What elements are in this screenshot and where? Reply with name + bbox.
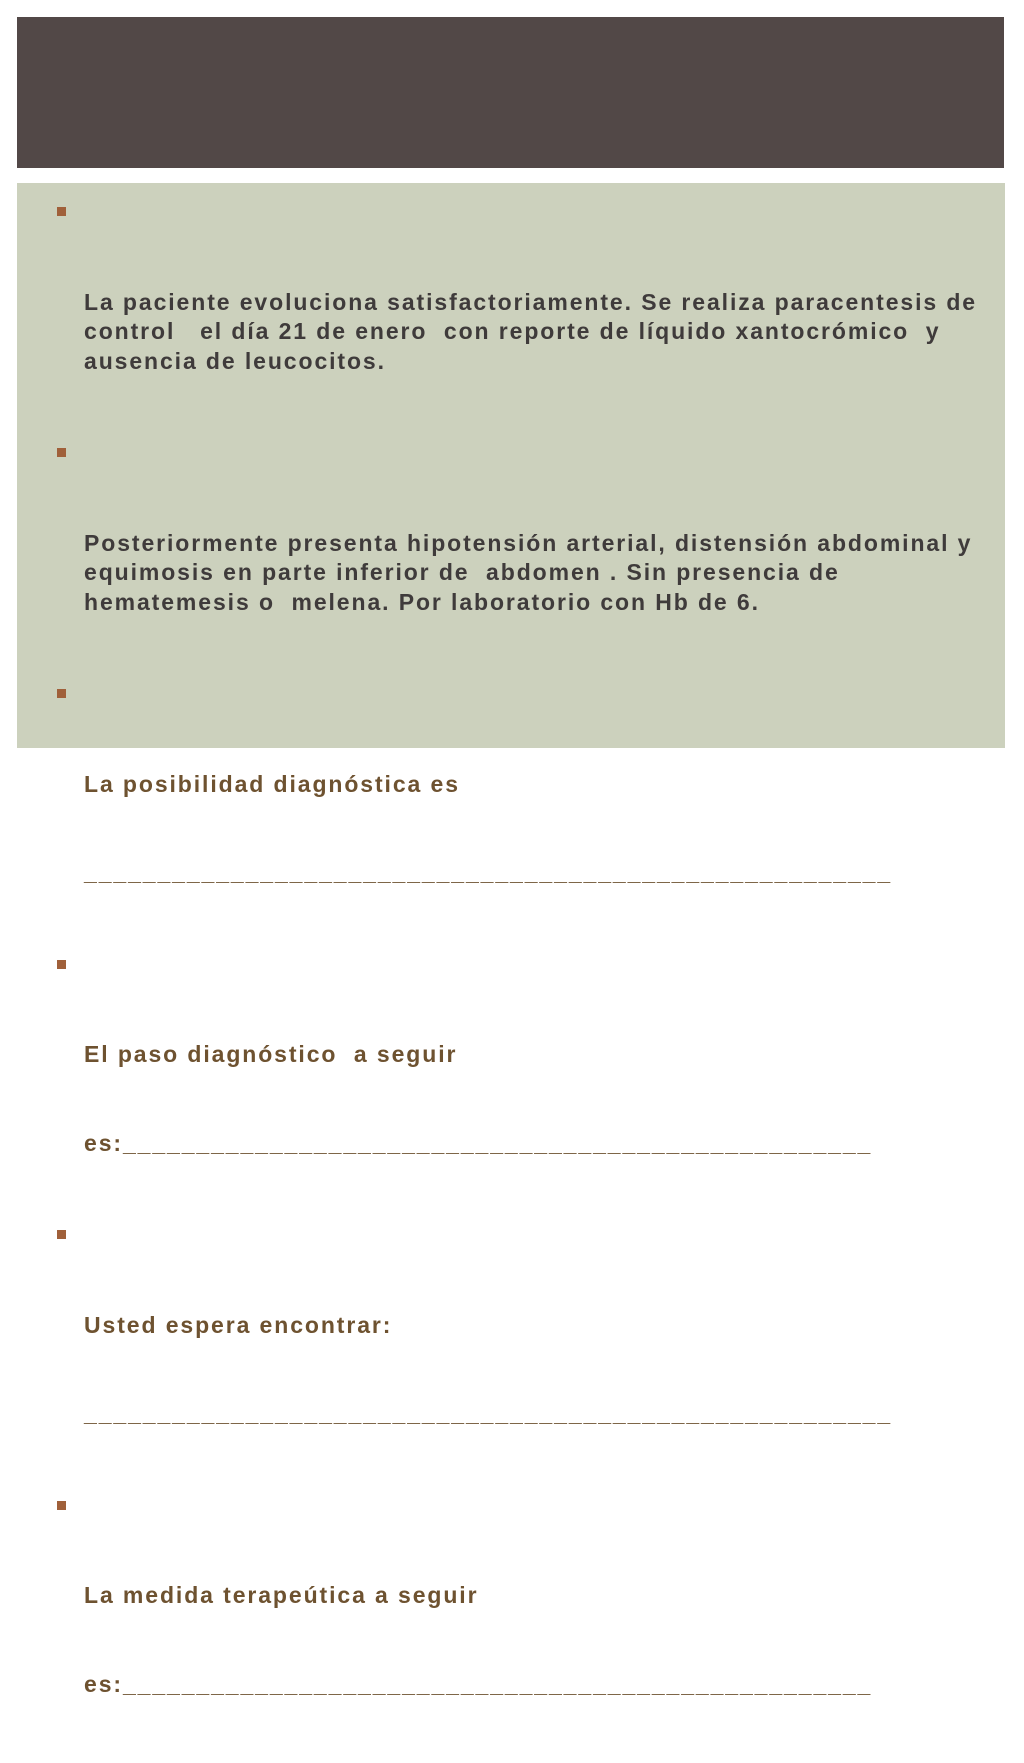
bullet-text: La paciente evoluciona satisfactoriamente. Se realiza paracentesis de control el día 21 de enero con reporte de líquido xantocrómico y ausencia de leucocitos. bbox=[84, 288, 986, 374]
square-bullet-icon bbox=[57, 448, 66, 457]
list-item bbox=[57, 440, 987, 676]
square-bullet-icon bbox=[57, 1501, 66, 1510]
question-text: La posibilidad diagnóstica es bbox=[84, 770, 460, 797]
title-band bbox=[17, 17, 1004, 168]
bullet-text: Posteriormente presenta hipotensión arterial, distensión abdominal y equimosis en parte inferior de abdomen . Sin presencia de hematemesis o melena. Por laboratorio con Hb de 6. bbox=[84, 529, 981, 615]
answer-blank: es:___________________________________________________ bbox=[84, 1129, 873, 1156]
answer-blank: _______________________________________________________ bbox=[84, 859, 893, 885]
question-text: La medida terapeútica a seguir bbox=[84, 1582, 479, 1608]
list-item bbox=[57, 1222, 987, 1488]
list-item bbox=[57, 681, 987, 947]
content-panel bbox=[17, 183, 1005, 1697]
square-bullet-icon bbox=[57, 207, 66, 216]
square-bullet-icon bbox=[57, 689, 66, 698]
question-text: El paso diagnóstico a seguir bbox=[84, 1041, 458, 1067]
bullet-list bbox=[57, 199, 987, 1763]
square-bullet-icon bbox=[57, 1230, 66, 1239]
answer-blank: es:___________________________________________________ bbox=[84, 1670, 873, 1697]
square-bullet-icon bbox=[57, 960, 66, 969]
list-item bbox=[57, 199, 987, 435]
answer-blank: _______________________________________________________ bbox=[84, 1400, 893, 1426]
list-item bbox=[57, 952, 987, 1218]
list-item bbox=[57, 1493, 987, 1759]
question-text: Usted espera encontrar: bbox=[84, 1311, 393, 1338]
